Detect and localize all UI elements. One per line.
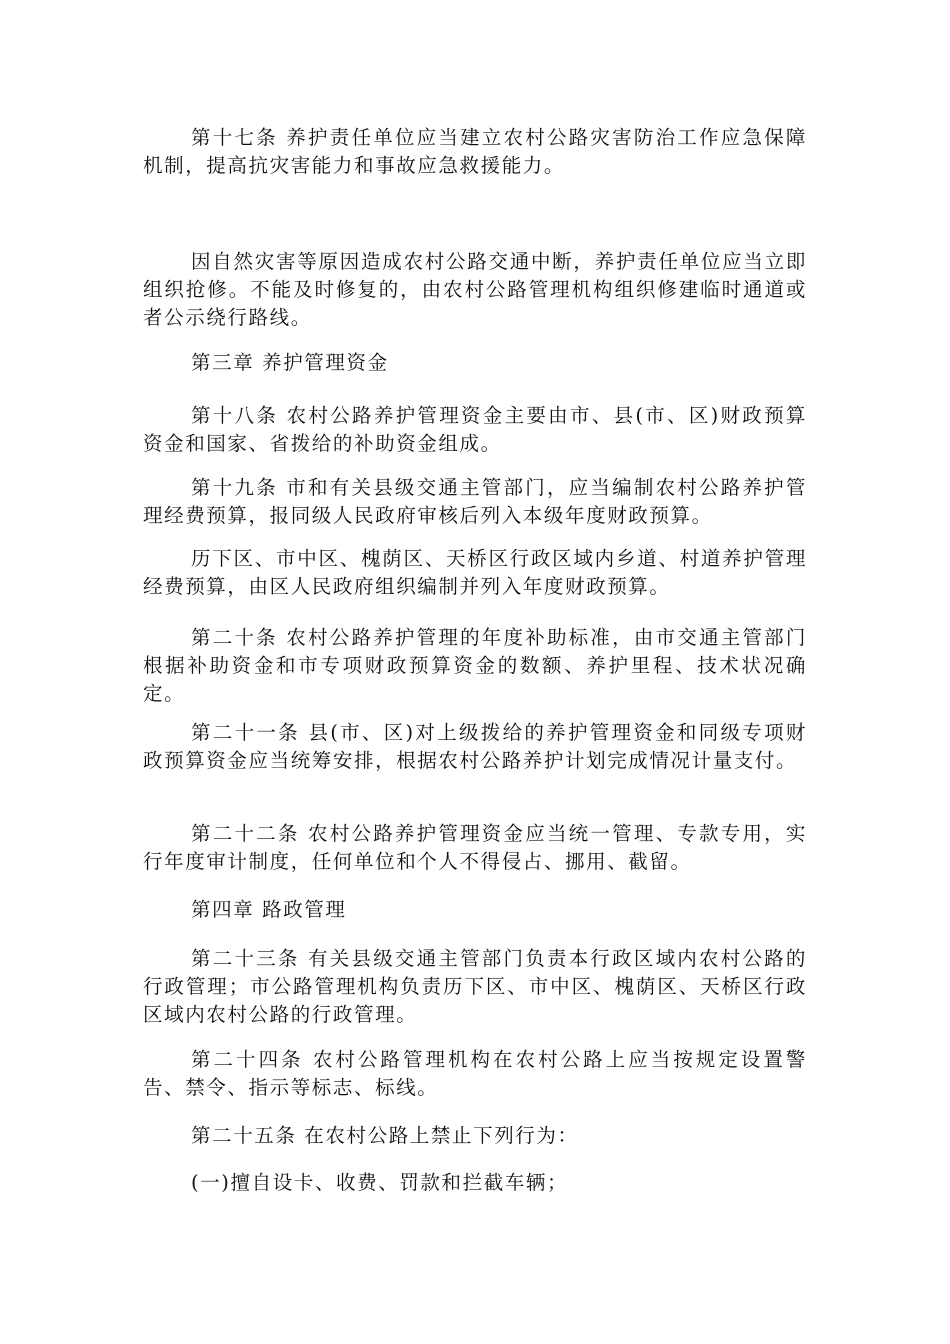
article-19-paragraph: 第十九条 市和有关县级交通主管部门，应当编制农村公路养护管理经费预算，报同级人民政府审核后列入本级年度财政预算。 <box>143 476 807 527</box>
chapter-3-heading: 第三章 养护管理资金 <box>191 351 389 374</box>
article-17-paragraph: 第十七条 养护责任单位应当建立农村公路灾害防治工作应急保障机制，提高抗灾害能力和事故应急救援能力。 <box>143 126 807 177</box>
prohibition-item-1: (一)擅自设卡、收费、罚款和拦截车辆； <box>191 1171 569 1194</box>
article-21-paragraph: 第二十一条 县(市、区)对上级拨给的养护管理资金和同级专项财政预算资金应当统筹安排，根据农村公路养护计划完成情况计量支付。 <box>143 721 807 772</box>
article-25-paragraph: 第二十五条 在农村公路上禁止下列行为： <box>191 1124 579 1147</box>
chapter-4-heading: 第四章 路政管理 <box>191 898 347 921</box>
article-22-paragraph: 第二十二条 农村公路养护管理资金应当统一管理、专款专用，实行年度审计制度，任何单位和个人不得侵占、挪用、截留。 <box>143 822 807 873</box>
disaster-repair-paragraph: 因自然灾害等原因造成农村公路交通中断，养护责任单位应当立即组织抢修。不能及时修复的，由农村公路管理机构组织修建临时通道或者公示绕行路线。 <box>143 250 807 329</box>
article-24-paragraph: 第二十四条 农村公路管理机构在农村公路上应当按规定设置警告、禁令、指示等标志、标线。 <box>143 1048 807 1099</box>
district-budget-paragraph: 历下区、市中区、槐荫区、天桥区行政区域内乡道、村道养护管理经费预算，由区人民政府组织编制并列入年度财政预算。 <box>143 547 807 598</box>
article-18-paragraph: 第十八条 农村公路养护管理资金主要由市、县(市、区)财政预算资金和国家、省拨给的补助资金组成。 <box>143 404 807 455</box>
article-20-paragraph: 第二十条 农村公路养护管理的年度补助标准，由市交通主管部门根据补助资金和市专项财政预算资金的数额、养护里程、技术状况确定。 <box>143 626 807 705</box>
article-23-paragraph: 第二十三条 有关县级交通主管部门负责本行政区域内农村公路的行政管理；市公路管理机构负责历下区、市中区、槐荫区、天桥区行政区域内农村公路的行政管理。 <box>143 947 807 1026</box>
